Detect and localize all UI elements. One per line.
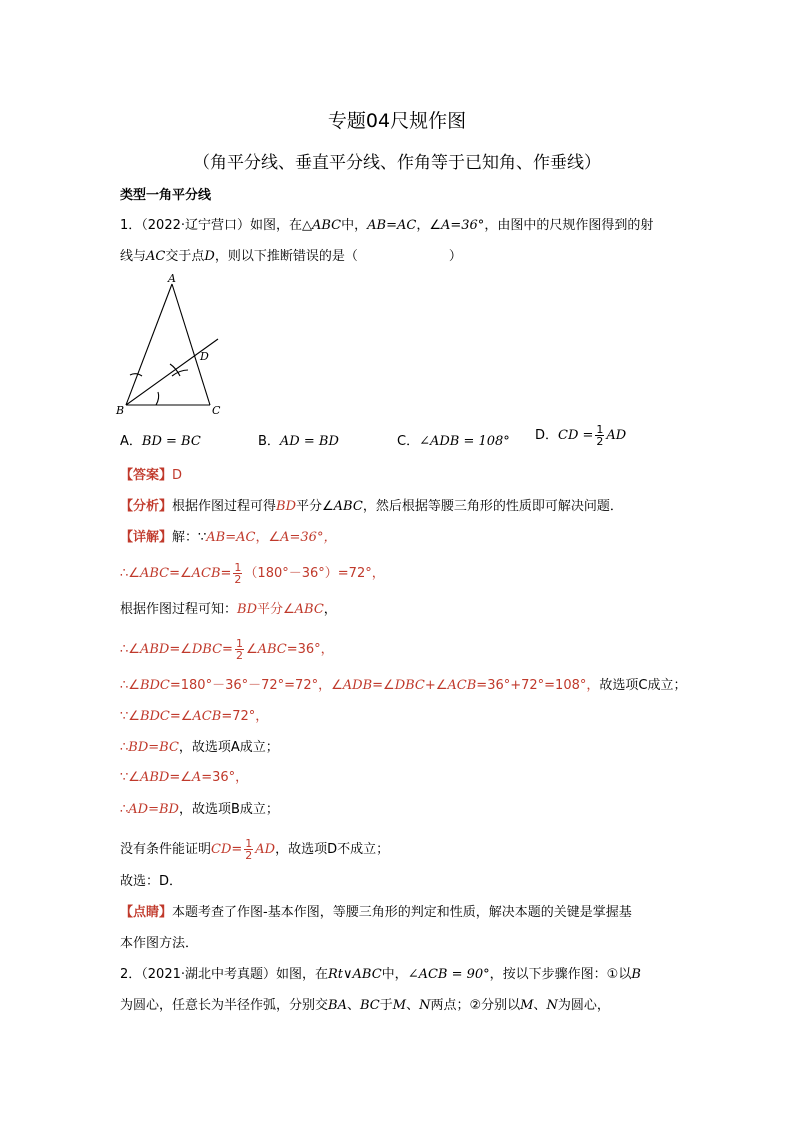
option-c: C．∠ADB = 108° — [397, 434, 510, 449]
detail-line-3: 根据作图过程可知：BD平分∠ABC， — [120, 602, 337, 617]
detail-line-5: ∴∠BDC=180°－36°－72°=72°，∠ADB=∠DBC+∠ACB=36°+72°=108°，故选项C成立； — [120, 678, 687, 693]
arc-mark-2 — [156, 392, 159, 405]
option-b: B．AD = BD — [258, 434, 339, 449]
detail-line-11: 故选：D． — [120, 874, 183, 889]
bisector-ray — [126, 339, 218, 405]
question-2-line-1: 2．（2021·湖北中考真题）如图，在Rt∨ABC中，∠ACB = 90°，按以下步骤作图：①以B — [120, 967, 641, 982]
vertex-label-d: D — [200, 350, 209, 363]
side-ac — [172, 284, 210, 405]
vertex-label-b: B — [116, 404, 125, 417]
side-ab — [126, 284, 172, 405]
fraction-half: $\frac{1}{2}$ — [596, 423, 604, 448]
detail-line-1: 【详解】解：∵AB=AC，∠A=36°， — [120, 530, 337, 545]
question-2-line-2: 为圆心，任意长为半径作弧，分别交BA、BC于M、N两点；②分别以M、N为圆心， — [120, 998, 610, 1013]
detail-line-6: ∵∠BDC=∠ACB=72°， — [120, 709, 269, 724]
question-1-line-2: 线与AC交于点D，则以下推断错误的是（ ） — [120, 249, 462, 264]
section-heading: 类型一角平分线 — [120, 188, 212, 203]
comment-line-1: 【点睛】本题考查了作图-基本作图，等腰三角形的判定和性质，解决本题的关键是掌握基 — [120, 905, 632, 920]
page-subtitle: （角平分线、垂直平分线、作角等于已知角、作垂线） — [193, 153, 601, 173]
detail-line-8: ∵∠ABD=∠A=36°， — [120, 770, 249, 785]
triangle-figure — [114, 272, 234, 417]
detail-line-2: ∴∠ABC=∠ACB= $\frac{1}{2}$ （180°－36°）=72°， — [120, 561, 385, 586]
comment-line-2: 本作图方法． — [120, 936, 199, 951]
detail-line-10: 没有条件能证明CD= $\frac{1}{2}$ AD，故选项D不成立； — [120, 837, 390, 862]
fraction-half: $\frac{1}{2}$ — [245, 837, 253, 862]
vertex-label-c: C — [212, 404, 221, 417]
detail-line-4: ∴∠ABD=∠DBC= $\frac{1}{2}$ ∠ABC=36°， — [120, 637, 334, 662]
vertex-label-a: A — [168, 272, 176, 285]
analysis-line: 【分析】根据作图过程可得BD平分∠ABC，然后根据等腰三角形的性质即可解决问题． — [120, 499, 623, 514]
fraction-half: $\frac{1}{2}$ — [234, 561, 242, 586]
detail-line-9: ∴AD=BD，故选项B成立； — [120, 802, 279, 817]
detail-line-7: ∴BD=BC，故选项A成立； — [120, 740, 279, 755]
question-1-line-1: 1．（2022·辽宁营口）如图，在△ABC中，AB=AC，∠A=36°，由图中的尺规作图得到的射 — [120, 218, 654, 233]
arc-mark-1 — [130, 374, 142, 376]
page-title: 专题04尺规作图 — [327, 110, 467, 132]
option-d: D．CD = $\frac{1}{2}$ AD — [535, 423, 627, 448]
answer-line: 【答案】D — [120, 468, 183, 483]
option-a: A．BD = BC — [120, 434, 201, 449]
fraction-half: $\frac{1}{2}$ — [235, 637, 243, 662]
